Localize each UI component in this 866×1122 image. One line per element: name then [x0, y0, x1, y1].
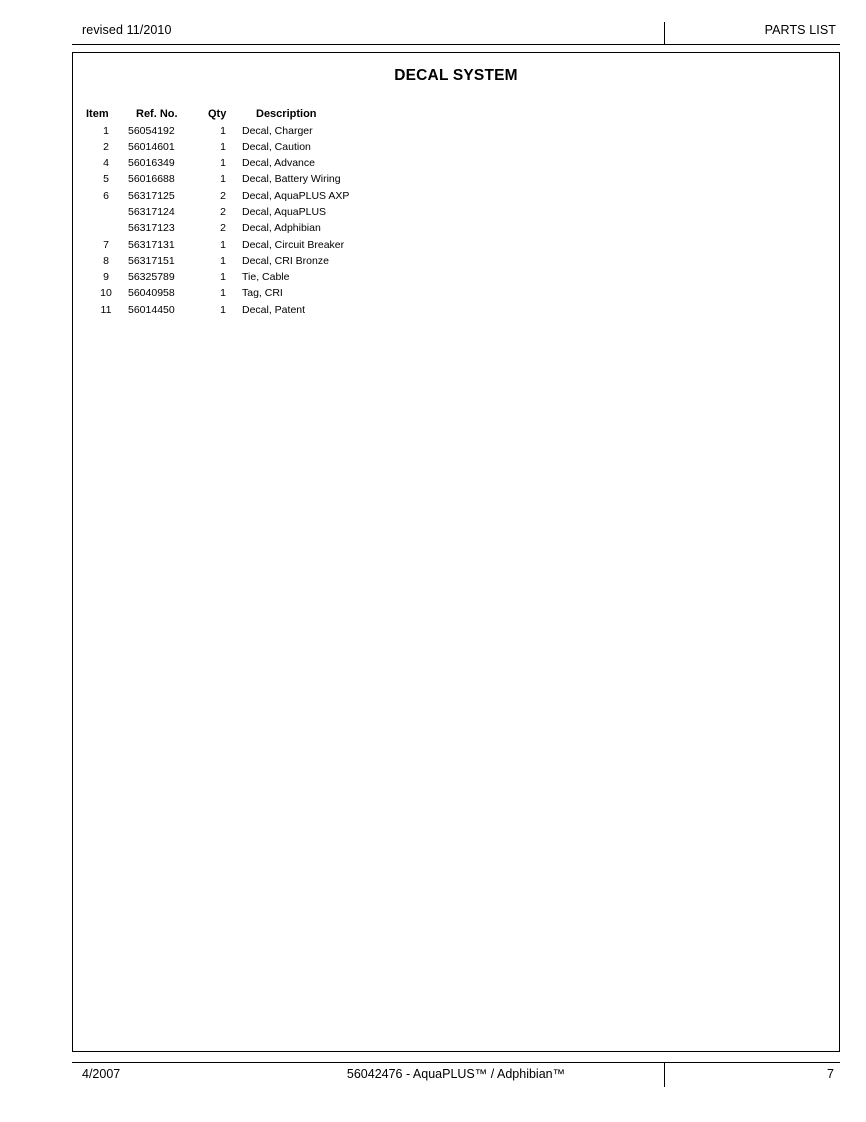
- cell-ref-no: 56016688: [128, 173, 175, 186]
- cell-item: 10: [100, 287, 112, 300]
- table-body: [84, 123, 349, 319]
- cell-qty: 1: [220, 271, 226, 284]
- table-row: [84, 237, 349, 253]
- cell-description: Decal, Advance: [242, 157, 315, 170]
- cell-ref-no: 56317151: [128, 254, 175, 267]
- footer-document-title: 56042476 - AquaPLUS™ / Adphibian™: [346, 1067, 566, 1081]
- cell-ref-no: 56317123: [128, 222, 175, 235]
- cell-qty: 1: [220, 303, 226, 316]
- cell-qty: 1: [220, 140, 226, 153]
- cell-ref-no: 56325789: [128, 271, 175, 284]
- table-row: [84, 204, 349, 220]
- cell-ref-no: 56014450: [128, 303, 175, 316]
- cell-item: 8: [103, 254, 109, 267]
- cell-qty: 2: [220, 189, 226, 202]
- table-row: [84, 253, 349, 269]
- header-divider: [664, 22, 665, 44]
- page-title: DECAL SYSTEM: [394, 67, 518, 84]
- cell-item: 11: [100, 303, 112, 316]
- page-number: 7: [827, 1067, 834, 1081]
- column-header-description: Description: [256, 108, 317, 120]
- cell-item: 6: [103, 189, 109, 202]
- cell-ref-no: 56054192: [128, 124, 175, 137]
- column-header-qty: Qty: [208, 108, 227, 120]
- cell-qty: 2: [220, 222, 226, 235]
- table-header-row: [84, 108, 349, 123]
- cell-qty: 1: [220, 254, 226, 267]
- cell-description: Tag, CRI: [242, 287, 283, 300]
- table-row: [84, 188, 349, 204]
- cell-qty: 1: [220, 157, 226, 170]
- cell-description: Decal, AquaPLUS AXP: [242, 189, 350, 202]
- table-row: [84, 172, 349, 188]
- cell-description: Decal, Charger: [242, 124, 313, 137]
- cell-qty: 2: [220, 205, 226, 218]
- parts-table: [84, 108, 349, 319]
- footer-date: 4/2007: [82, 1067, 121, 1081]
- cell-ref-no: 56317125: [128, 189, 175, 202]
- cell-item: 5: [103, 173, 109, 186]
- cell-qty: 1: [220, 238, 226, 251]
- cell-qty: 1: [220, 124, 226, 137]
- cell-description: Decal, Patent: [242, 303, 306, 316]
- footer-divider: [664, 1063, 665, 1087]
- cell-qty: 1: [220, 173, 226, 186]
- cell-ref-no: 56016349: [128, 157, 175, 170]
- cell-description: Decal, Adphibian: [242, 222, 321, 235]
- table-row: [84, 302, 349, 318]
- cell-description: Decal, Circuit Breaker: [242, 238, 345, 251]
- table-row: [84, 221, 349, 237]
- content-frame: [72, 52, 840, 1052]
- cell-description: Tie, Cable: [242, 271, 290, 284]
- cell-item: 7: [103, 238, 109, 251]
- document-type-label: PARTS LIST: [764, 23, 836, 37]
- cell-qty: 1: [220, 287, 226, 300]
- table-row: [84, 270, 349, 286]
- cell-item: 1: [103, 124, 109, 137]
- cell-item: [84, 221, 128, 237]
- table-row: [84, 156, 349, 172]
- cell-item: [84, 204, 128, 220]
- page-footer: [72, 1062, 840, 1087]
- page-header: [72, 22, 840, 45]
- table-row: [84, 123, 349, 139]
- cell-description: Decal, Caution: [242, 140, 311, 153]
- cell-item: 4: [103, 157, 109, 170]
- table-row: [84, 139, 349, 155]
- cell-description: Decal, Battery Wiring: [242, 173, 341, 186]
- cell-ref-no: 56317124: [128, 205, 175, 218]
- cell-ref-no: 56317131: [128, 238, 175, 251]
- cell-description: Decal, CRI Bronze: [242, 254, 329, 267]
- cell-ref-no: 56014601: [128, 140, 175, 153]
- cell-ref-no: 56040958: [128, 287, 175, 300]
- cell-description: Decal, AquaPLUS: [242, 205, 327, 218]
- cell-item: 9: [103, 271, 109, 284]
- column-header-item: Item: [86, 108, 109, 120]
- column-header-ref-no: Ref. No.: [136, 108, 178, 120]
- table-row: [84, 286, 349, 302]
- cell-item: 2: [103, 140, 109, 153]
- revision-label: revised 11/2010: [82, 23, 172, 37]
